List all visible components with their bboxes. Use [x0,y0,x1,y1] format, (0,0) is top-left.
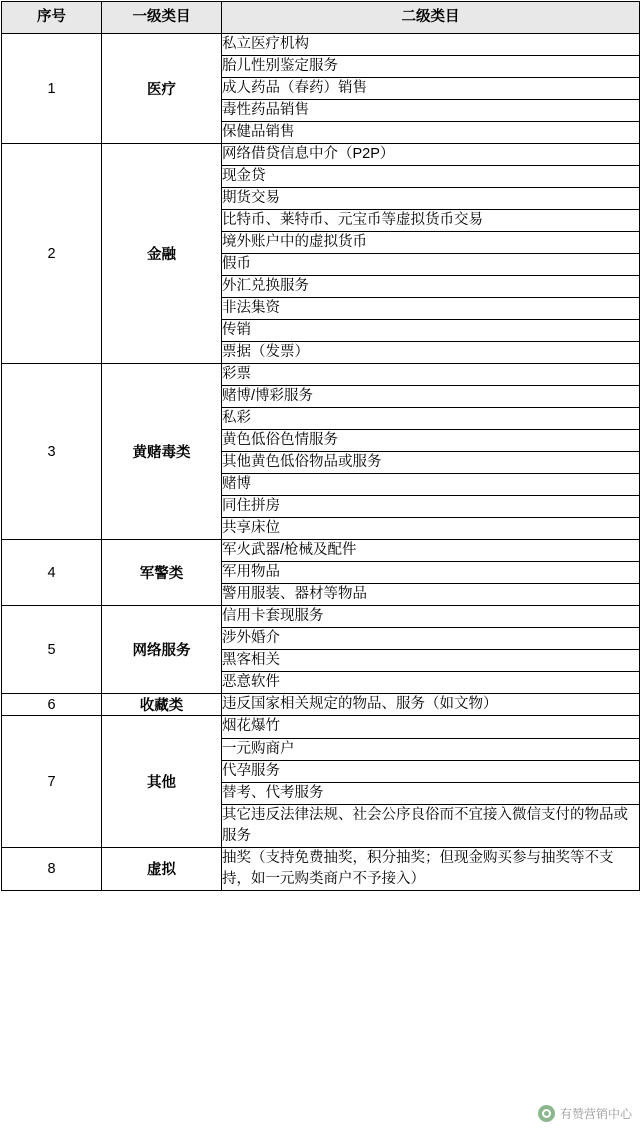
table-row [2,144,640,166]
level2-category-cell: 毒性药品销售 [222,100,640,122]
level2-category-cell: 同住拼房 [222,496,640,518]
level2-category-cell: 其他黄色低俗物品或服务 [222,452,640,474]
level2-category-cell: 抽奖（支持免费抽奖，积分抽奖；但现金购买参与抽奖等不支持，如一元购类商户不予接入） [222,847,640,890]
column-header-level2: 二级类目 [222,2,640,34]
level2-category-cell: 军火武器/枪械及配件 [222,540,640,562]
level2-category-cell: 警用服装、器材等物品 [222,584,640,606]
level2-category-cell: 信用卡套现服务 [222,606,640,628]
level2-category-cell: 彩票 [222,364,640,386]
level2-category-cell: 假币 [222,254,640,276]
level1-category-cell: 其他 [102,716,222,847]
level1-category-cell: 虚拟 [102,847,222,890]
category-table [1,1,640,891]
level1-category-cell: 医疗 [102,34,222,144]
wechat-circle-icon [538,1105,555,1122]
table-row [2,716,640,738]
level2-category-cell: 替考、代考服务 [222,782,640,804]
level2-category-cell: 代孕服务 [222,760,640,782]
level2-category-cell: 网络借贷信息中介（P2P） [222,144,640,166]
level2-category-cell: 涉外婚介 [222,628,640,650]
level2-category-cell: 现金贷 [222,166,640,188]
level1-category-cell: 黄赌毒类 [102,364,222,540]
row-number-cell: 8 [2,847,102,890]
level2-category-cell: 违反国家相关规定的物品、服务（如文物） [222,694,640,716]
level2-category-cell: 非法集资 [222,298,640,320]
table-row [2,847,640,890]
level2-category-cell: 外汇兑换服务 [222,276,640,298]
table-row [2,540,640,562]
level2-category-cell: 胎儿性别鉴定服务 [222,56,640,78]
table-row [2,34,640,56]
column-header-level1: 一级类目 [102,2,222,34]
level1-category-cell: 收藏类 [102,694,222,716]
level2-category-cell: 赌博/博彩服务 [222,386,640,408]
level2-category-cell: 成人药品（春药）销售 [222,78,640,100]
table-header-row [2,2,640,34]
level1-category-cell: 军警类 [102,540,222,606]
column-header-no: 序号 [2,2,102,34]
row-number-cell: 5 [2,606,102,694]
table-header [2,2,640,34]
row-number-cell: 2 [2,144,102,364]
level2-category-cell: 黄色低俗色情服务 [222,430,640,452]
level2-category-cell: 共享床位 [222,518,640,540]
row-number-cell: 4 [2,540,102,606]
level2-category-cell: 私彩 [222,408,640,430]
level1-category-cell: 金融 [102,144,222,364]
level2-category-cell: 境外账户中的虚拟货币 [222,232,640,254]
level2-category-cell: 票据（发票） [222,342,640,364]
table-row [2,694,640,716]
level2-category-cell: 一元购商户 [222,738,640,760]
table-row [2,364,640,386]
watermark-label: 有赞营销中心 [559,1107,632,1121]
table-body [2,34,640,891]
row-number-cell: 7 [2,716,102,847]
level2-category-cell: 恶意软件 [222,672,640,694]
table-row [2,606,640,628]
level2-category-cell: 传销 [222,320,640,342]
level2-category-cell: 私立医疗机构 [222,34,640,56]
level2-category-cell: 比特币、莱特币、元宝币等虚拟货币交易 [222,210,640,232]
level2-category-cell: 黑客相关 [222,650,640,672]
level2-category-cell: 军用物品 [222,562,640,584]
level2-category-cell: 赌博 [222,474,640,496]
row-number-cell: 1 [2,34,102,144]
level2-category-cell: 保健品销售 [222,122,640,144]
level2-category-cell: 期货交易 [222,188,640,210]
row-number-cell: 3 [2,364,102,540]
watermark [538,1105,632,1122]
level1-category-cell: 网络服务 [102,606,222,694]
row-number-cell: 6 [2,694,102,716]
level2-category-cell: 烟花爆竹 [222,716,640,738]
level2-category-cell: 其它违反法律法规、社会公序良俗而不宜接入微信支付的物品或服务 [222,804,640,847]
